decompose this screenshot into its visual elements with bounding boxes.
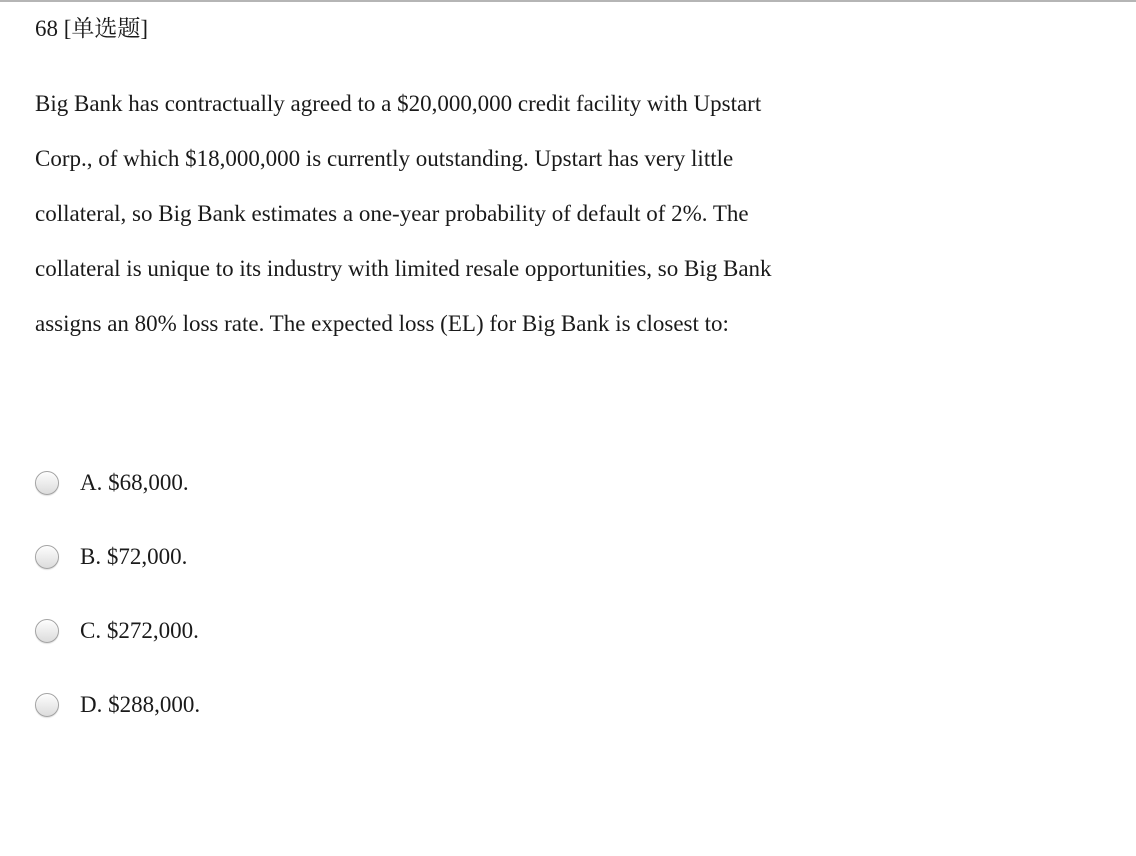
top-divider [0, 0, 1136, 2]
question-type-tag: [单选题] [63, 16, 149, 41]
question-stem-line: Corp., of which $18,000,000 is currently outstanding. Upstart has very little [35, 146, 734, 171]
option-a-label[interactable]: A. $68,000. [80, 470, 189, 495]
question-stem-line: assigns an 80% loss rate. The expected loss (EL) for Big Bank is closest to: [35, 311, 729, 336]
question-stem-line: collateral is unique to its industry with limited resale opportunities, so Big Bank [35, 256, 772, 281]
option-b-label[interactable]: B. $72,000. [80, 544, 188, 569]
option-d[interactable] [35, 688, 635, 762]
question-stem [35, 76, 915, 351]
question-stem-line: collateral, so Big Bank estimates a one-year probability of default of 2%. The [35, 201, 749, 226]
option-b-radio[interactable] [35, 545, 59, 569]
option-d-label[interactable]: D. $288,000. [80, 692, 201, 717]
question-number: 68 [35, 16, 58, 41]
option-c-label[interactable]: C. $272,000. [80, 618, 199, 643]
option-d-radio[interactable] [35, 693, 59, 717]
option-b[interactable] [35, 540, 635, 614]
question-header [35, 13, 148, 45]
option-c-radio[interactable] [35, 619, 59, 643]
option-a[interactable] [35, 466, 635, 540]
option-c[interactable] [35, 614, 635, 688]
question-stem-line: Big Bank has contractually agreed to a $20,000,000 credit facility with Upstart [35, 91, 762, 116]
answer-options [35, 466, 635, 762]
option-a-radio[interactable] [35, 471, 59, 495]
